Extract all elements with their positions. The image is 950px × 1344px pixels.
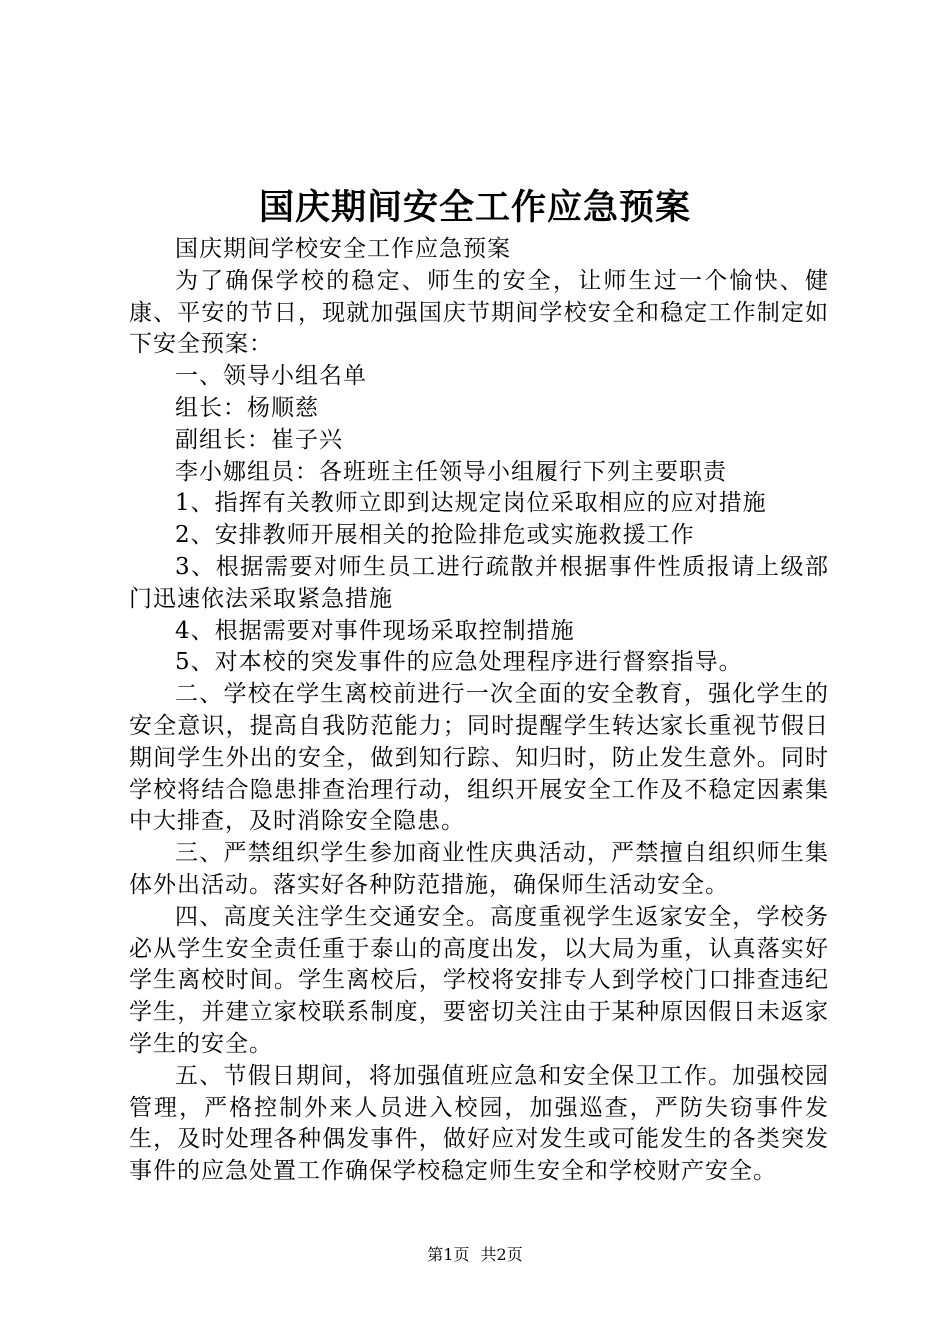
- paragraph-intro: 为了确保学校的稳定、师生的安全，让师生过一个愉快、健康、平安的节日，现就加强国庆节期间学校安全和稳定工作制定如下安全预案：: [129, 267, 829, 358]
- paragraph-section-1-heading: 一、领导小组名单: [175, 363, 367, 390]
- paragraph-section-3: 三、严禁组织学生参加商业性庆典活动，严禁擅自组织师生集体外出活动。落实好各种防范措施，确保师生活动安全。: [129, 840, 829, 898]
- paragraph-duty-5: 5、对本校的突发事件的应急处理程序进行督察指导。: [175, 649, 743, 676]
- page-footer: [0, 1243, 950, 1267]
- paragraph-duty-2: 2、安排教师开展相关的抢险排危或实施救援工作: [175, 522, 695, 549]
- paragraph-duty-1: 1、指挥有关教师立即到达规定岗位采取相应的应对措施: [175, 490, 767, 517]
- paragraph-duty-4: 4、根据需要对事件现场采取控制措施: [175, 617, 575, 644]
- document-title: 国庆期间安全工作应急预案: [258, 187, 691, 228]
- paragraph-deputy-leader: 副组长：崔子兴: [175, 426, 343, 453]
- paragraph-section-4: 四、高度关注学生交通安全。高度重视学生返家安全，学校务必从学生安全责任重于泰山的高度出发，以大局为重，认真落实好学生离校时间。学生离校后，学校将安排专人到学校门口排查违纪学生，并建立家校联系制度，要密切关注由于某种原因假日未返家学生的安全。: [129, 903, 829, 1057]
- paragraph-subtitle: 国庆期间学校安全工作应急预案: [175, 236, 511, 262]
- paragraph-leader: 组长：杨顺慈: [175, 394, 319, 421]
- paragraph-members: 李小娜组员：各班班主任领导小组履行下列主要职责: [175, 458, 727, 485]
- page-number: 第1页: [427, 1245, 470, 1264]
- paragraph-section-5: 五、节假日期间，将加强值班应急和安全保卫工作。加强校园管理，严格控制外来人员进入校园，加强巡查，严防失窃事件发生，及时处理各种偶发事件，做好应对发生或可能发生的各类突发事件的应急处置工作确保学校稳定师生安全和学校财产安全。: [129, 1062, 829, 1185]
- page-total: 共2页: [480, 1245, 523, 1264]
- paragraph-duty-3: 3、根据需要对师生员工进行疏散并根据事件性质报请上级部门迅速依法采取紧急措施: [129, 553, 829, 612]
- document-body: [129, 234, 829, 1188]
- paragraph-section-2: 二、学校在学生离校前进行一次全面的安全教育，强化学生的安全意识，提高自我防范能力；同时提醒学生转达家长重视节假日期间学生外出的安全，做到知行踪、知归时，防止发生意外。同时学校将结合隐患排查治理行动，组织开展安全工作及不稳定因素集中大排查，及时消除安全隐患。: [129, 681, 829, 835]
